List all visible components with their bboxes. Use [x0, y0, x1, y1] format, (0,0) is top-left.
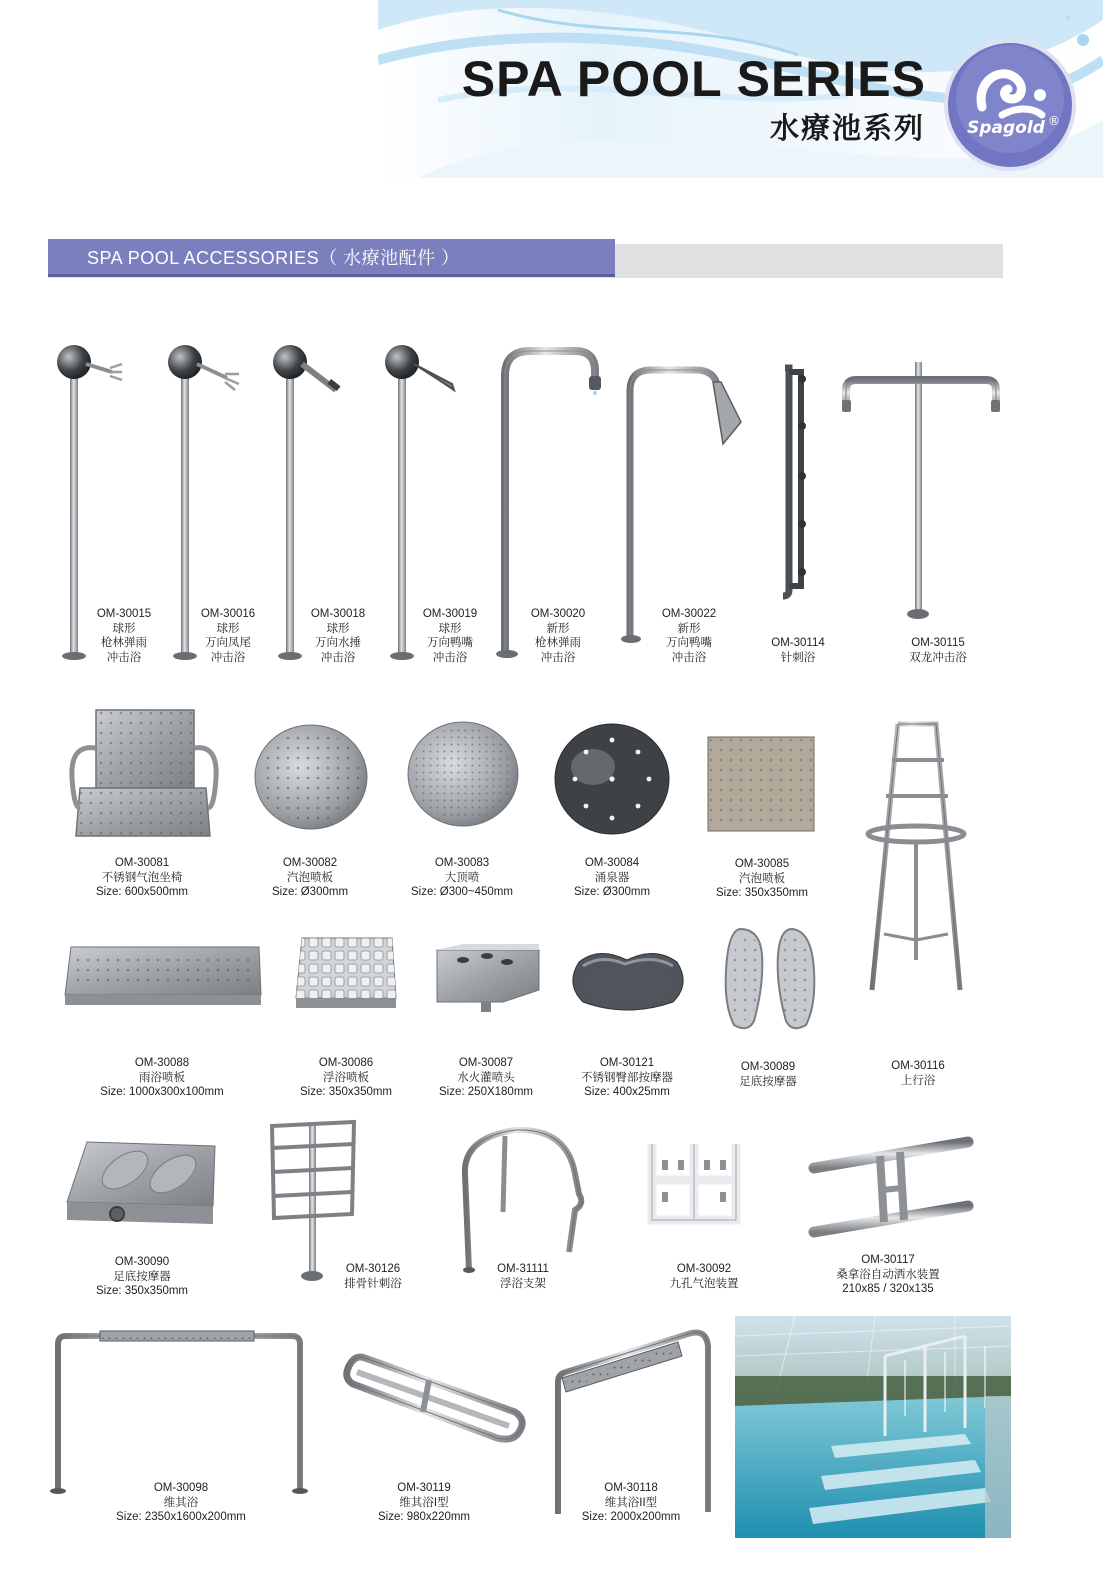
caption-om-30119: OM-30119 维其浴I型 Size: 980x220mm [377, 1482, 471, 1523]
product-image-om-30084 [553, 722, 671, 836]
product-image-om-30082 [253, 723, 369, 831]
product-image-om-30119 [345, 1352, 527, 1444]
caption-om-30022: OM-30022 新形 万向鸭嘴 冲击浴 [661, 608, 717, 664]
caption-om-30121: OM-30121 不锈钢臀部按摩器 Size: 400x25mm [581, 1057, 673, 1098]
product-image-om-30117 [808, 1134, 972, 1238]
caption-om-30015: OM-30015 球形 枪林弹雨 冲击浴 [96, 608, 152, 664]
product-image-om-30087 [433, 946, 543, 1014]
caption-om-30092: OM-30092 九孔气泡装置 [669, 1263, 739, 1290]
caption-om-30115: OM-30115 双龙冲击浴 [909, 637, 967, 664]
product-image-om-30114 [777, 364, 811, 600]
spa-pool-photo [735, 1316, 1011, 1538]
product-image-om-30085 [706, 735, 816, 833]
product-image-om-30022 [621, 366, 746, 648]
product-image-om-30083 [406, 720, 520, 828]
logo-registered-mark: ® [1048, 114, 1060, 128]
product-image-om-30092 [642, 1140, 746, 1232]
page-subtitle: 水療池系列 [769, 111, 925, 145]
caption-om-30116: OM-30116 上行浴 [891, 1060, 945, 1087]
product-image-om-30115 [840, 360, 1002, 622]
product-image-om-30098 [50, 1328, 308, 1496]
product-image-om-30088 [63, 945, 263, 1009]
caption-om-30088: OM-30088 雨浴喷板 Size: 1000x300x100mm [100, 1057, 224, 1098]
product-image-om-30116 [864, 720, 968, 995]
product-image-om-30090 [65, 1140, 217, 1230]
caption-om-30019: OM-30019 球形 万向鸭嘴 冲击浴 [422, 608, 478, 664]
product-image-om-30081 [66, 708, 218, 840]
caption-om-30085: OM-30085 汽泡喷板 Size: 350x350mm [715, 858, 809, 899]
caption-om-30117: OM-30117 桑拿浴自动洒水装置 210x85 / 320x135 [836, 1254, 940, 1295]
section-title: SPA POOL ACCESSORIES（ 水療池配件 ） [87, 248, 460, 268]
caption-om-30082: OM-30082 汽泡喷板 Size: Ø300mm [271, 857, 349, 898]
caption-om-30084: OM-30084 涌泉器 Size: Ø300mm [573, 857, 651, 898]
caption-om-30018: OM-30018 球形 万向水捶 冲击浴 [310, 608, 366, 664]
caption-om-30083: OM-30083 大顶喷 Size: Ø300~450mm [411, 857, 513, 898]
caption-om-30114: OM-30114 针刺浴 [771, 637, 825, 664]
product-image-om-30121 [569, 948, 687, 1012]
page-title: SPA POOL SERIES [461, 51, 926, 107]
caption-om-30086: OM-30086 浮浴喷板 Size: 350x350mm [299, 1057, 393, 1098]
caption-om-30126: OM-30126 排骨针刺浴 [344, 1263, 402, 1290]
caption-om-31111: OM-31111 浮浴支架 [497, 1263, 549, 1290]
caption-om-30090: OM-30090 足底按摩器 Size: 350x350mm [95, 1256, 189, 1297]
caption-om-30081: OM-30081 不锈钢气泡坐椅 Size: 600x500mm [95, 857, 189, 898]
product-image-om-31111 [455, 1124, 585, 1274]
caption-om-30089: OM-30089 足底按摩器 [739, 1061, 797, 1088]
product-image-om-30086 [294, 936, 398, 1012]
caption-om-30098: OM-30098 维其浴 Size: 2350x1600x200mm [116, 1482, 246, 1523]
caption-om-30087: OM-30087 水火灌喷头 Size: 250X180mm [439, 1057, 533, 1098]
logo-text: Spagold [967, 118, 1045, 138]
spagold-logo [942, 37, 1078, 173]
caption-om-30016: OM-30016 球形 万向凤尾 冲击浴 [200, 608, 256, 664]
product-image-om-30089 [720, 925, 820, 1033]
caption-om-30118: OM-30118 维其浴II型 Size: 2000x200mm [581, 1482, 681, 1523]
caption-om-30020: OM-30020 新形 枪林弹雨 冲击浴 [530, 608, 586, 664]
